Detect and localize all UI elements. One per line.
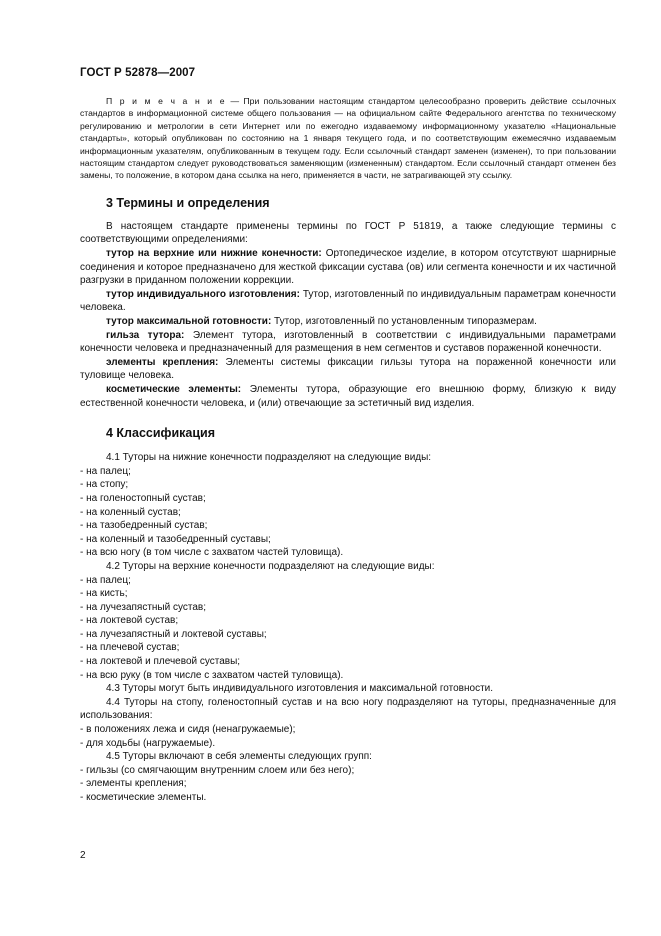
list-item: - гильзы (со смягчающим внутренним слоем или без него); [80,764,355,776]
term-def: Элементы тутора, образующие его внешнюю форму, близкую к виду естественной конечности человека, и (или) отвечающие за эстетичный вид изделия. [80,383,617,409]
clause-4-2: 4.2 Туторы на верхние конечности подразделяют на следующие виды: [106,560,435,572]
list-item: - на коленный сустав; [80,506,181,518]
note-label: П р и м е ч а н и е [106,96,227,106]
term-def: Тутор, изготовленный по установленным типоразмерам. [271,316,537,327]
clause-4-1: 4.1 Туторы на нижние конечности подразделяют на следующие виды: [106,452,432,464]
list-item: - на стопу; [80,479,129,491]
list-item: - на голеностопный сустав; [80,492,206,504]
list-item: - на всю руку (в том числе с захватом частей туловища). [80,669,344,681]
term-name: тутор индивидуального изготовления: [106,288,300,300]
list-upper-limb-types [80,574,616,683]
note-text: — При пользовании настоящим стандартом целесообразно проверить действие ссылочных стандартов в информационной системе общего пользования — на официальном сайте Федерального агентства по техническому регулированию и метрологии в сети Интернет или по ежегодно издаваемому информационному указателю «Национальные стандарты», который опубликован по состоянию на 1 января текущего года, и по соответствующим ежемесячно издаваемым информационным указателям, опубликованным в текущем году. Если ссылочный стандарт заменен (изменен), то при пользовании настоящим стандартом следует руководствоваться заменяющим (измененным) стандартом. Если ссылочный стандарт отменен без замены, то положение, в котором дана ссылка на него, применяется в части, не затрагивающей эту ссылку. [80,96,617,181]
term-name: тутор максимальной готовности: [106,316,272,327]
list-item: - элементы крепления; [80,778,187,790]
reference-note [80,95,616,182]
list-item: - на лучезапястный и локтевой суставы; [80,628,267,640]
page-number: 2 [80,850,86,861]
list-item: - на тазобедренный сустав; [80,520,208,532]
note-paragraph [80,95,616,182]
term-definition [80,247,616,288]
list-element-groups [80,764,616,805]
section-3-intro: В настоящем стандарте применены термины по ГОСТ Р 51819, а также следующие термины с соответствующими определениями: [80,220,616,246]
term-def: Ортопедическое изделие, в котором отсутствуют шарнирные соединения и которое предназначено для жесткой фиксации сустава (ов) или сегмента конечности и их частичной разгрузки в приданном положении коррекции. [80,248,617,287]
term-definition [80,383,616,410]
term-name: косметические элементы: [106,383,242,395]
term-def: Элементы системы фиксации гильзы тутора на пораженной конечности или туловище человека. [80,356,616,382]
term-definition [80,356,616,383]
clause-4-4: 4.4 Туторы на стопу, голеностопный сустав и на всю ногу подразделяют на туторы, предназначенные для использования: [80,696,616,722]
clause-4-5: 4.5 Туторы включают в себя элементы следующих групп: [106,751,372,763]
list-item: - на локтевой и плечевой суставы; [80,656,241,668]
standard-code-header: ГОСТ Р 52878—2007 [80,67,196,79]
list-lower-limb-types [80,465,616,560]
list-usage-types [80,723,616,750]
section-4-title: 4 Классификация [106,426,216,441]
list-item: - в положениях лежа и сидя (ненагружаемые); [80,724,296,736]
list-item: - для ходьбы (нагружаемые). [80,737,216,749]
list-item: - на палец; [80,574,131,586]
section-3-body [80,220,616,410]
term-def: Тутор, изготовленный по индивидуальным параметрам конечности человека. [80,288,616,314]
term-name: тутор на верхние или нижние конечности: [106,248,322,260]
term-name: гильза тутора: [106,329,185,341]
term-def: Элемент тутора, изготовленный в соответствии с индивидуальными параметрами конечности человека и предназначенный для размещения в нем сегментов и суставов пораженной конечности. [80,329,616,355]
term-definition [80,315,616,329]
list-item: - на палец; [80,465,131,477]
list-item: - на кисть; [80,588,128,600]
list-item: - косметические элементы. [80,792,207,803]
term-definition [80,329,616,356]
clause-4-3: 4.3 Туторы могут быть индивидуального изготовления и максимальной готовности. [106,683,494,695]
term-definition [80,288,616,315]
section-4-body [80,451,616,804]
section-3-title: 3 Термины и определения [106,195,270,210]
term-name: элементы крепления: [106,356,219,368]
list-item: - на коленный и тазобедренный суставы; [80,533,271,545]
list-item: - на локтевой сустав; [80,615,179,627]
list-item: - на плечевой сустав; [80,642,180,654]
list-item: - на всю ногу (в том числе с захватом частей туловища). [80,547,344,559]
list-item: - на лучезапястный сустав; [80,601,206,613]
page-content [80,95,616,805]
